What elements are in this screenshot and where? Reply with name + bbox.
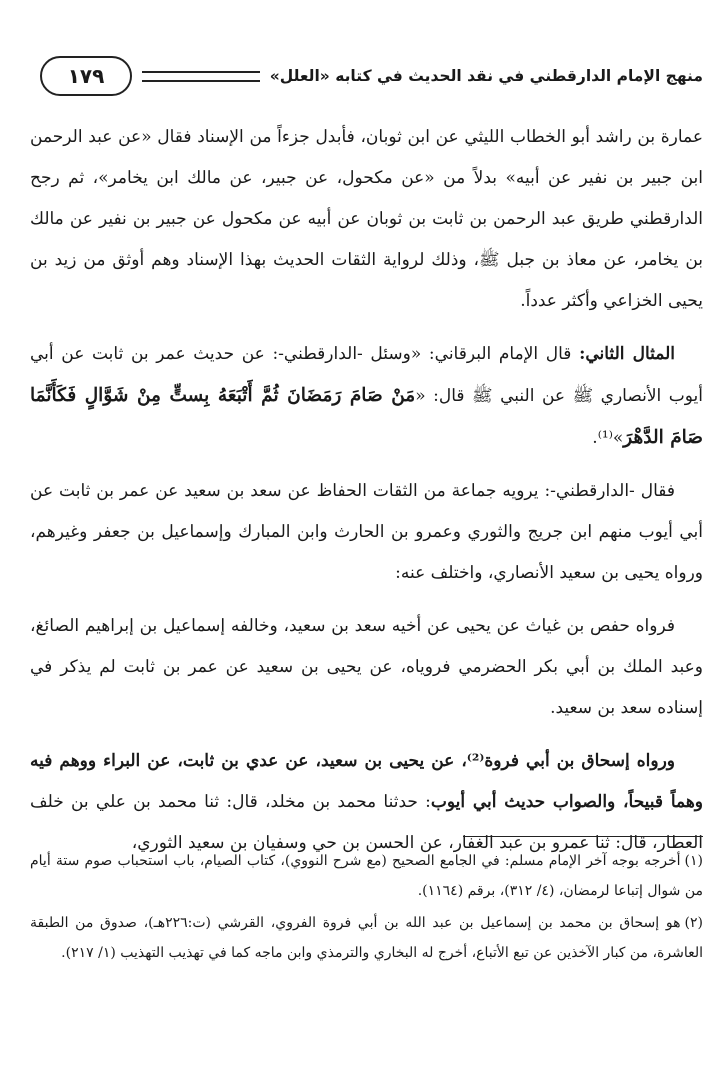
paragraph-2-text: قال الإمام البرقاني: «وسئل -الدارقطني-: عن حديث عمر بن ثابت عن أبي أيوب الأنصاري ﷺ عن النبي ﷺ قال: « <box>30 344 704 406</box>
page-number-badge: ١٧٩ <box>40 56 132 96</box>
main-text <box>30 117 703 876</box>
footnote-text: هو إسحاق بن محمد بن إسماعيل بن عبد الله بن أبي فروة الفروي، القرشي (ت:٢٢٦هـ)، صدوق من الطبقة العاشرة، من كبار الآخذين عن تبع الأتباع، أخرج له البخاري والترمذي وابن ماجه كما في تهذيب التهذيب (١/ ٢١٧). <box>30 915 703 961</box>
paragraph-5-highlight: ورواه إسحاق بن أبي فروة⁽²⁾، عن يحيى بن سعيد، عن عدي بن ثابت، عن البراء ووهم فيه وهماً قبيحاً، والصواب حديث أبي أيوب <box>30 751 703 812</box>
paragraph-4: فرواه حفص بن غياث عن يحيى عن أخيه سعد بن سعيد، وخالفه إسماعيل بن إبراهيم الصائغ، وعبد الملك بن أبي بكر الحضرمي فروياه، عن يحيى بن سعيد عن عمر بن ثابت لم يذكر في إسناده سعد بن سعيد. <box>30 616 703 718</box>
footnote-separator <box>463 836 703 837</box>
hadith-quote: مَنْ صَامَ رَمَضَانَ ثُمَّ أَتْبَعَهُ بِستٍّ مِنْ شَوَّالٍ فَكَأَنَّمَا صَامَ الدَّهْرَ <box>30 385 703 448</box>
header-double-rule <box>142 71 260 82</box>
running-title: منهج الإمام الدارقطني في نقد الحديث في كتابه «العلل» <box>269 67 703 85</box>
paragraph-2-end: »⁽¹⁾. <box>592 428 624 448</box>
footnote-number: (٢) <box>684 915 703 931</box>
footnote-1 <box>30 846 703 906</box>
footnote-text: أخرجه بوجه آخر الإمام مسلم: في الجامع الصحيح (مع شرح النووي)، كتاب الصيام، باب استحباب صوم ستة أيام من شوال إتباعا لرمضان، (٤/ ٣١٢)، برقم (١١٦٤). <box>30 853 703 899</box>
example-label: المثال الثاني: <box>579 344 676 364</box>
paragraph-3: فقال -الدارقطني-: يرويه جماعة من الثقات الحفاظ عن سعد بن سعيد عن عمر بن ثابت عن أبي أيوب منهم ابن جريج والثوري وعمرو بن الحارث وابن المبارك وإسماعيل بن جعفر وغيرهم، ورواه يحيى بن سعيد الأنصاري، واختلف عنه: <box>30 481 703 583</box>
footnote-number: (١) <box>684 853 703 869</box>
footnotes <box>30 846 703 970</box>
paragraph-5-rest: : حدثنا محمد بن مخلد، قال: ثنا محمد بن علي بن خلف العطار، قال: ثنا عمرو بن عبد الغفار، عن الحسن بن حي وسفيان بن سعيد الثوري، <box>30 792 703 853</box>
paragraph-2 <box>30 334 703 459</box>
footnote-2 <box>30 908 703 968</box>
paragraph-1: عمارة بن راشد أبو الخطاب الليثي عن ابن ثوبان، فأبدل جزءاً من الإسناد فقال «عن عبد الرحمن ابن جبير بن نفير عن أبيه» بدلاً من «عن مكحول، عن جبير، عن مالك ابن يخامر»، ثم رجح الدارقطني طريق عبد الرحمن بن ثابت بن ثوبان عن أبيه عن مكحول عن جبير بن نفير عن مالك بن يخامر، عن معاذ بن جبل ﷺ، وذلك لرواية الثقات الحديث بهذا الإسناد وهم أوثق من زيد بن يحيى الخزاعي وأكثر عدداً. <box>30 127 703 311</box>
page-header <box>40 56 703 96</box>
